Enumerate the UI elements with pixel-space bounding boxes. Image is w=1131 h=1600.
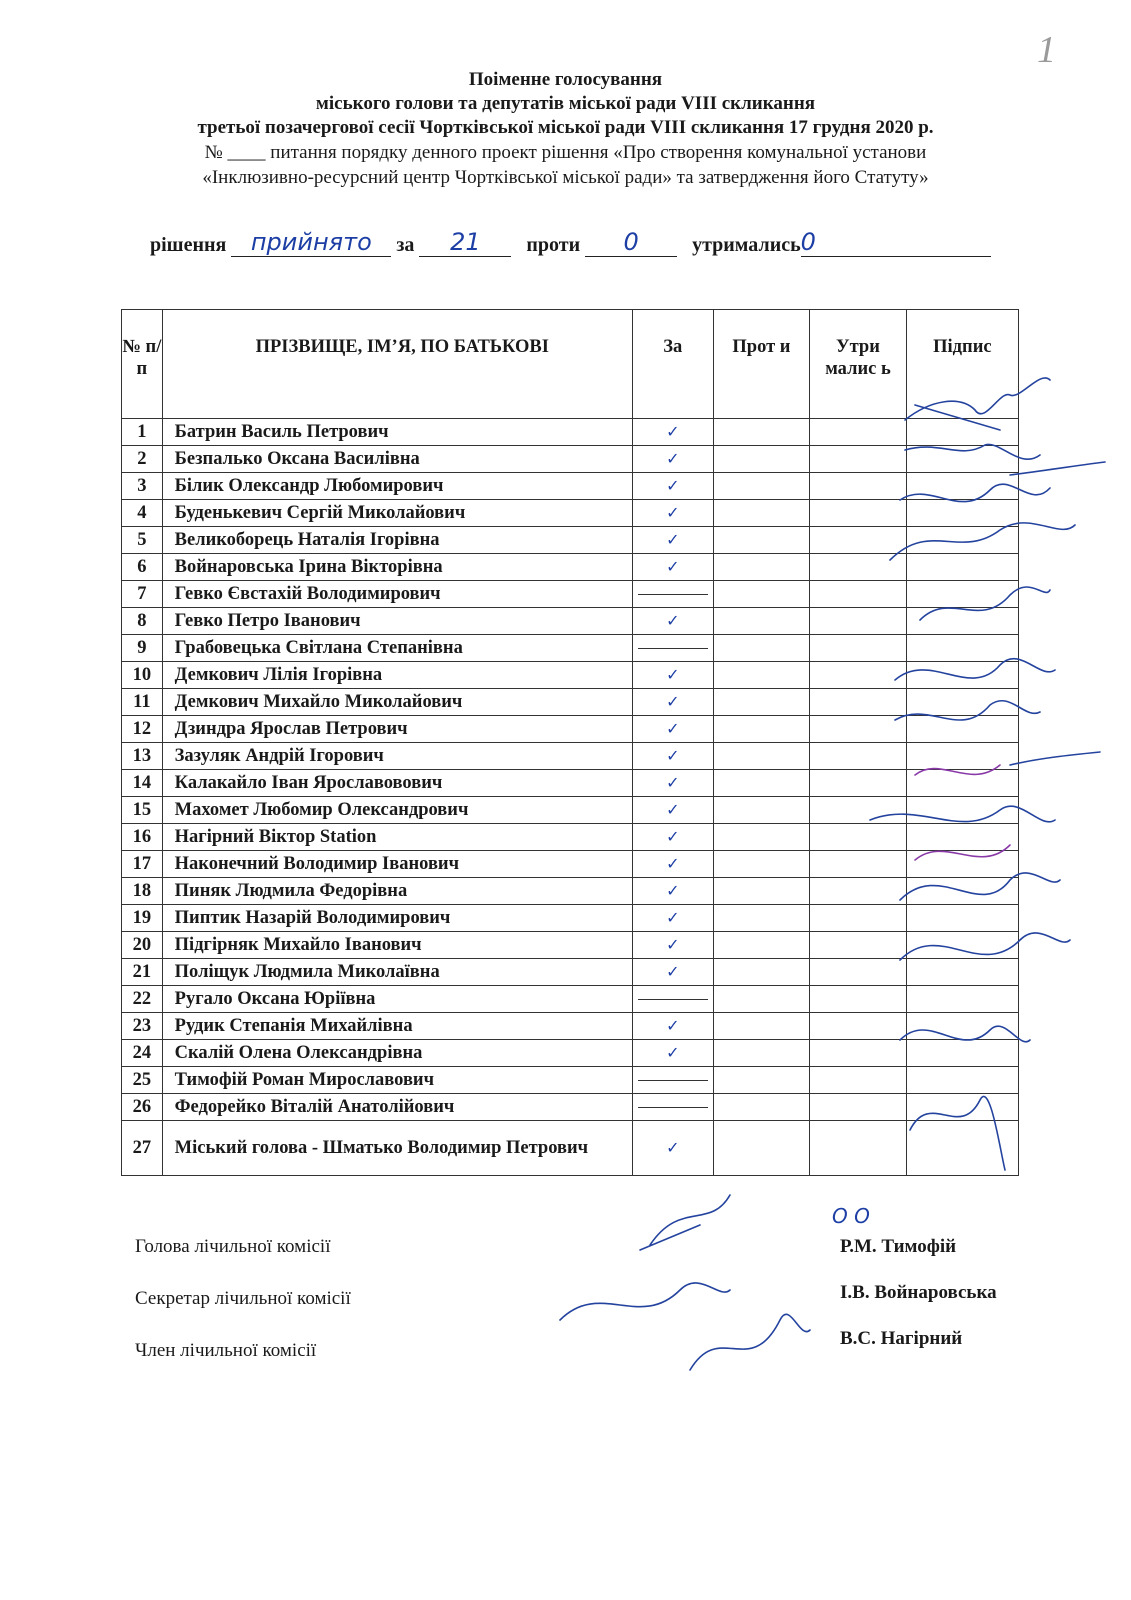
check-mark-icon: ✓ (666, 827, 680, 846)
deputy-name: Нагірний Віктор Station (162, 824, 632, 851)
vote-abstain-cell (810, 1040, 907, 1067)
decision-label: рішення (150, 234, 227, 256)
row-number: 26 (122, 1094, 163, 1121)
vote-for-cell (632, 851, 713, 878)
against-label: проти (526, 234, 581, 256)
check-mark-icon: ✓ (666, 449, 680, 468)
check-mark-icon: ✓ (666, 611, 680, 630)
check-mark-icon: ✓ (666, 1016, 680, 1035)
signature-cell (906, 959, 1018, 986)
table-row (122, 932, 1019, 959)
vote-abstain-cell (810, 878, 907, 905)
signature-cell (906, 446, 1018, 473)
deputy-name: Махомет Любомир Олександрович (162, 797, 632, 824)
absent-dash (638, 1107, 708, 1108)
vote-against-cell (713, 500, 809, 527)
deputy-name: Скалій Олена Олександрівна (162, 1040, 632, 1067)
row-number: 11 (122, 689, 163, 716)
deputy-name: Тимофій Роман Мирославович (162, 1067, 632, 1094)
deputy-name: Федорейко Віталій Анатолійович (162, 1094, 632, 1121)
row-number: 7 (122, 581, 163, 608)
table-row (122, 662, 1019, 689)
row-number: 3 (122, 473, 163, 500)
vote-against-cell (713, 1013, 809, 1040)
vote-against-cell (713, 635, 809, 662)
table-row (122, 986, 1019, 1013)
for-count: 21 (419, 228, 511, 257)
vote-abstain-cell (810, 716, 907, 743)
signature-cell (906, 608, 1018, 635)
deputy-name: Войнаровська Ірина Вікторівна (162, 554, 632, 581)
check-mark-icon: ✓ (666, 962, 680, 981)
vote-against-cell (713, 419, 809, 446)
vote-against-cell (713, 581, 809, 608)
header-against: Прот и (713, 310, 809, 419)
vote-against-cell (713, 554, 809, 581)
table-row (122, 581, 1019, 608)
check-mark-icon: ✓ (666, 935, 680, 954)
row-number: 12 (122, 716, 163, 743)
deputy-name: Великоборець Наталія Ігорівна (162, 527, 632, 554)
table-row (122, 878, 1019, 905)
signature-cell (906, 1121, 1018, 1176)
vote-abstain-cell (810, 1013, 907, 1040)
abstain-label: утримались (692, 234, 801, 256)
check-mark-icon: ✓ (666, 746, 680, 765)
table-row (122, 635, 1019, 662)
vote-for-cell (632, 905, 713, 932)
vote-table-header (122, 310, 1019, 419)
check-mark-icon: ✓ (666, 692, 680, 711)
vote-against-cell (713, 770, 809, 797)
header-line-2: третьої позачергової сесії Чортківської міської ради VIII скликання 17 грудня 2020 р. (197, 117, 934, 138)
secretary-name: І.В. Войнаровська (840, 1282, 997, 1303)
row-number: 10 (122, 662, 163, 689)
vote-for-cell (632, 446, 713, 473)
absent-dash (638, 1080, 708, 1081)
vote-against-cell (713, 662, 809, 689)
table-row (122, 527, 1019, 554)
signature-cell (906, 743, 1018, 770)
check-mark-icon: ✓ (666, 1138, 680, 1157)
row-number: 16 (122, 824, 163, 851)
vote-against-cell (713, 878, 809, 905)
signature-cell (906, 716, 1018, 743)
row-number: 23 (122, 1013, 163, 1040)
check-mark-icon: ✓ (666, 665, 680, 684)
vote-against-cell (713, 959, 809, 986)
row-number: 1 (122, 419, 163, 446)
vote-for-cell (632, 581, 713, 608)
signature-14 (640, 1195, 730, 1250)
vote-for-cell (632, 932, 713, 959)
vote-for-cell (632, 743, 713, 770)
row-number: 21 (122, 959, 163, 986)
vote-for-cell (632, 1094, 713, 1121)
signature-cell (906, 581, 1018, 608)
absent-dash (638, 594, 708, 595)
vote-for-cell (632, 986, 713, 1013)
vote-for-cell (632, 824, 713, 851)
table-row (122, 716, 1019, 743)
header-abstain: Утри малис ь (810, 310, 907, 419)
deputy-name: Поліщук Людмила Миколаївна (162, 959, 632, 986)
row-number: 2 (122, 446, 163, 473)
table-row (122, 1094, 1019, 1121)
vote-against-cell (713, 608, 809, 635)
vote-abstain-cell (810, 1067, 907, 1094)
row-number: 4 (122, 500, 163, 527)
signature-cell (906, 905, 1018, 932)
signature-cell (906, 824, 1018, 851)
vote-against-cell (713, 1040, 809, 1067)
signature-cell (906, 527, 1018, 554)
vote-abstain-cell (810, 959, 907, 986)
deputy-name: Гевко Петро Іванович (162, 608, 632, 635)
vote-abstain-cell (810, 662, 907, 689)
signature-15 (560, 1283, 730, 1320)
signature-cell (906, 1067, 1018, 1094)
member-name: В.С. Нагірний (840, 1328, 963, 1349)
check-mark-icon: ✓ (666, 773, 680, 792)
vote-abstain-cell (810, 986, 907, 1013)
header-line-4: «Інклюзивно-ресурсний центр Чортківської міської ради» та затвердження його Статуту» (202, 167, 929, 188)
vote-for-cell (632, 878, 713, 905)
vote-abstain-cell (810, 797, 907, 824)
deputy-name: Грабовецька Світлана Степанівна (162, 635, 632, 662)
vote-against-cell (713, 527, 809, 554)
deputy-name: Пиптик Назарій Володимирович (162, 905, 632, 932)
vote-abstain-cell (810, 635, 907, 662)
vote-abstain-cell (810, 1094, 907, 1121)
vote-against-cell (713, 1067, 809, 1094)
signature-cell (906, 770, 1018, 797)
vote-for-cell (632, 608, 713, 635)
deputy-name: Дзиндра Ярослав Петрович (162, 716, 632, 743)
vote-abstain-cell (810, 608, 907, 635)
deputy-name: Демкович Михайло Миколайович (162, 689, 632, 716)
row-number: 24 (122, 1040, 163, 1067)
vote-against-cell (713, 824, 809, 851)
vote-for-cell (632, 419, 713, 446)
row-number: 27 (122, 1121, 163, 1176)
table-row (122, 1040, 1019, 1067)
signature-cell (906, 419, 1018, 446)
row-number: 9 (122, 635, 163, 662)
vote-abstain-cell (810, 770, 907, 797)
vote-abstain-cell (810, 500, 907, 527)
secretary-label: Секретар лічильної комісії (135, 1288, 351, 1309)
vote-for-cell (632, 716, 713, 743)
for-label: за (396, 234, 415, 256)
vote-for-cell (632, 959, 713, 986)
vote-table (121, 309, 1019, 1176)
row-number: 6 (122, 554, 163, 581)
check-mark-icon: ✓ (666, 503, 680, 522)
header-num: № п/п (122, 310, 163, 419)
vote-for-cell (632, 1040, 713, 1067)
abstain-count: 0 (801, 228, 991, 257)
table-row (122, 608, 1019, 635)
signature-cell (906, 662, 1018, 689)
signature-cell (906, 1094, 1018, 1121)
deputy-name: Підгірняк Михайло Іванович (162, 932, 632, 959)
decision-value: прийнято (231, 228, 391, 257)
chair-name: Р.М. Тимофій (840, 1236, 957, 1257)
signature-cell (906, 797, 1018, 824)
vote-abstain-cell (810, 419, 907, 446)
row-number: 22 (122, 986, 163, 1013)
signature-cell (906, 851, 1018, 878)
row-number: 19 (122, 905, 163, 932)
table-row (122, 1121, 1019, 1176)
vote-table-body (122, 419, 1019, 1176)
header-line-1: міського голови та депутатів міської ради VIII скликання (315, 93, 816, 114)
vote-for-cell (632, 635, 713, 662)
vote-for-cell (632, 500, 713, 527)
table-row (122, 446, 1019, 473)
table-row (122, 473, 1019, 500)
deputy-name: Буденькевич Сергій Миколайович (162, 500, 632, 527)
vote-against-cell (713, 932, 809, 959)
vote-abstain-cell (810, 851, 907, 878)
vote-for-cell (632, 1013, 713, 1040)
row-number: 18 (122, 878, 163, 905)
vote-for-cell (632, 1067, 713, 1094)
signature-cell (906, 689, 1018, 716)
table-row (122, 1013, 1019, 1040)
absent-dash (638, 999, 708, 1000)
signature-cell (906, 500, 1018, 527)
vote-against-cell (713, 851, 809, 878)
check-mark-icon: ✓ (666, 530, 680, 549)
page-number: 1 (1037, 29, 1056, 71)
table-row (122, 743, 1019, 770)
vote-against-cell (713, 473, 809, 500)
signature-cell (906, 635, 1018, 662)
table-row (122, 554, 1019, 581)
row-number: 15 (122, 797, 163, 824)
decision-summary (150, 228, 1030, 257)
deputy-name: Ругало Оксана Юріївна (162, 986, 632, 1013)
document-header (0, 68, 1131, 190)
vote-for-cell (632, 662, 713, 689)
header-line-3: № ____ питання порядку денного проект рішення «Про створення комунальної установи (204, 142, 927, 163)
check-mark-icon: ✓ (666, 557, 680, 576)
vote-for-cell (632, 527, 713, 554)
vote-for-cell (632, 473, 713, 500)
deputy-name: Гевко Євстахій Володимирович (162, 581, 632, 608)
row-number: 8 (122, 608, 163, 635)
signature-16 (690, 1314, 810, 1370)
deputy-name: Міський голова - Шматько Володимир Петрович (162, 1121, 632, 1176)
member-label: Член лічильної комісії (135, 1340, 317, 1361)
vote-abstain-cell (810, 932, 907, 959)
vote-abstain-cell (810, 905, 907, 932)
vote-abstain-cell (810, 446, 907, 473)
vote-for-cell (632, 770, 713, 797)
deputy-name: Калакайло Іван Ярославовович (162, 770, 632, 797)
vote-abstain-cell (810, 1121, 907, 1176)
vote-abstain-cell (810, 743, 907, 770)
check-mark-icon: ✓ (666, 908, 680, 927)
header-for: За (632, 310, 713, 419)
table-row (122, 824, 1019, 851)
vote-against-cell (713, 1094, 809, 1121)
handwritten-mark: О О (832, 1204, 870, 1228)
row-number: 25 (122, 1067, 163, 1094)
check-mark-icon: ✓ (666, 422, 680, 441)
vote-for-cell (632, 797, 713, 824)
document-title: Поіменне голосування (468, 69, 663, 90)
vote-against-cell (713, 689, 809, 716)
row-number: 13 (122, 743, 163, 770)
table-row (122, 797, 1019, 824)
vote-against-cell (713, 743, 809, 770)
row-number: 20 (122, 932, 163, 959)
vote-abstain-cell (810, 689, 907, 716)
vote-against-cell (713, 446, 809, 473)
vote-for-cell (632, 689, 713, 716)
row-number: 5 (122, 527, 163, 554)
row-number: 14 (122, 770, 163, 797)
vote-abstain-cell (810, 824, 907, 851)
vote-abstain-cell (810, 527, 907, 554)
against-count: 0 (585, 228, 677, 257)
check-mark-icon: ✓ (666, 719, 680, 738)
deputy-name: Наконечний Володимир Іванович (162, 851, 632, 878)
vote-against-cell (713, 905, 809, 932)
signature-cell (906, 554, 1018, 581)
check-mark-icon: ✓ (666, 854, 680, 873)
absent-dash (638, 648, 708, 649)
table-row (122, 689, 1019, 716)
table-row (122, 500, 1019, 527)
header-name: ПРІЗВИЩЕ, ІМ’Я, ПО БАТЬКОВІ (162, 310, 632, 419)
vote-against-cell (713, 716, 809, 743)
deputy-name: Пиняк Людмила Федорівна (162, 878, 632, 905)
vote-against-cell (713, 797, 809, 824)
check-mark-icon: ✓ (666, 476, 680, 495)
deputy-name: Рудик Степанія Михайлівна (162, 1013, 632, 1040)
vote-abstain-cell (810, 581, 907, 608)
signature-8 (1010, 752, 1100, 765)
vote-for-cell (632, 554, 713, 581)
signature-cell (906, 878, 1018, 905)
check-mark-icon: ✓ (666, 881, 680, 900)
deputy-name: Білик Олександр Любомирович (162, 473, 632, 500)
table-row (122, 959, 1019, 986)
table-row (122, 770, 1019, 797)
table-row (122, 419, 1019, 446)
vote-against-cell (713, 986, 809, 1013)
vote-against-cell (713, 1121, 809, 1176)
vote-for-cell (632, 1121, 713, 1176)
vote-abstain-cell (810, 554, 907, 581)
deputy-name: Зазуляк Андрій Ігорович (162, 743, 632, 770)
row-number: 17 (122, 851, 163, 878)
deputy-name: Батрин Василь Петрович (162, 419, 632, 446)
signature-cell (906, 932, 1018, 959)
table-row (122, 851, 1019, 878)
signature-cell (906, 473, 1018, 500)
check-mark-icon: ✓ (666, 1043, 680, 1062)
header-signature: Підпис (906, 310, 1018, 419)
signature-cell (906, 1013, 1018, 1040)
signature-cell (906, 986, 1018, 1013)
signature-cell (906, 1040, 1018, 1067)
table-row (122, 905, 1019, 932)
vote-abstain-cell (810, 473, 907, 500)
deputy-name: Безпалько Оксана Василівна (162, 446, 632, 473)
chair-label: Голова лічильної комісії (135, 1236, 331, 1257)
table-row (122, 1067, 1019, 1094)
deputy-name: Демкович Лілія Ігорівна (162, 662, 632, 689)
check-mark-icon: ✓ (666, 800, 680, 819)
